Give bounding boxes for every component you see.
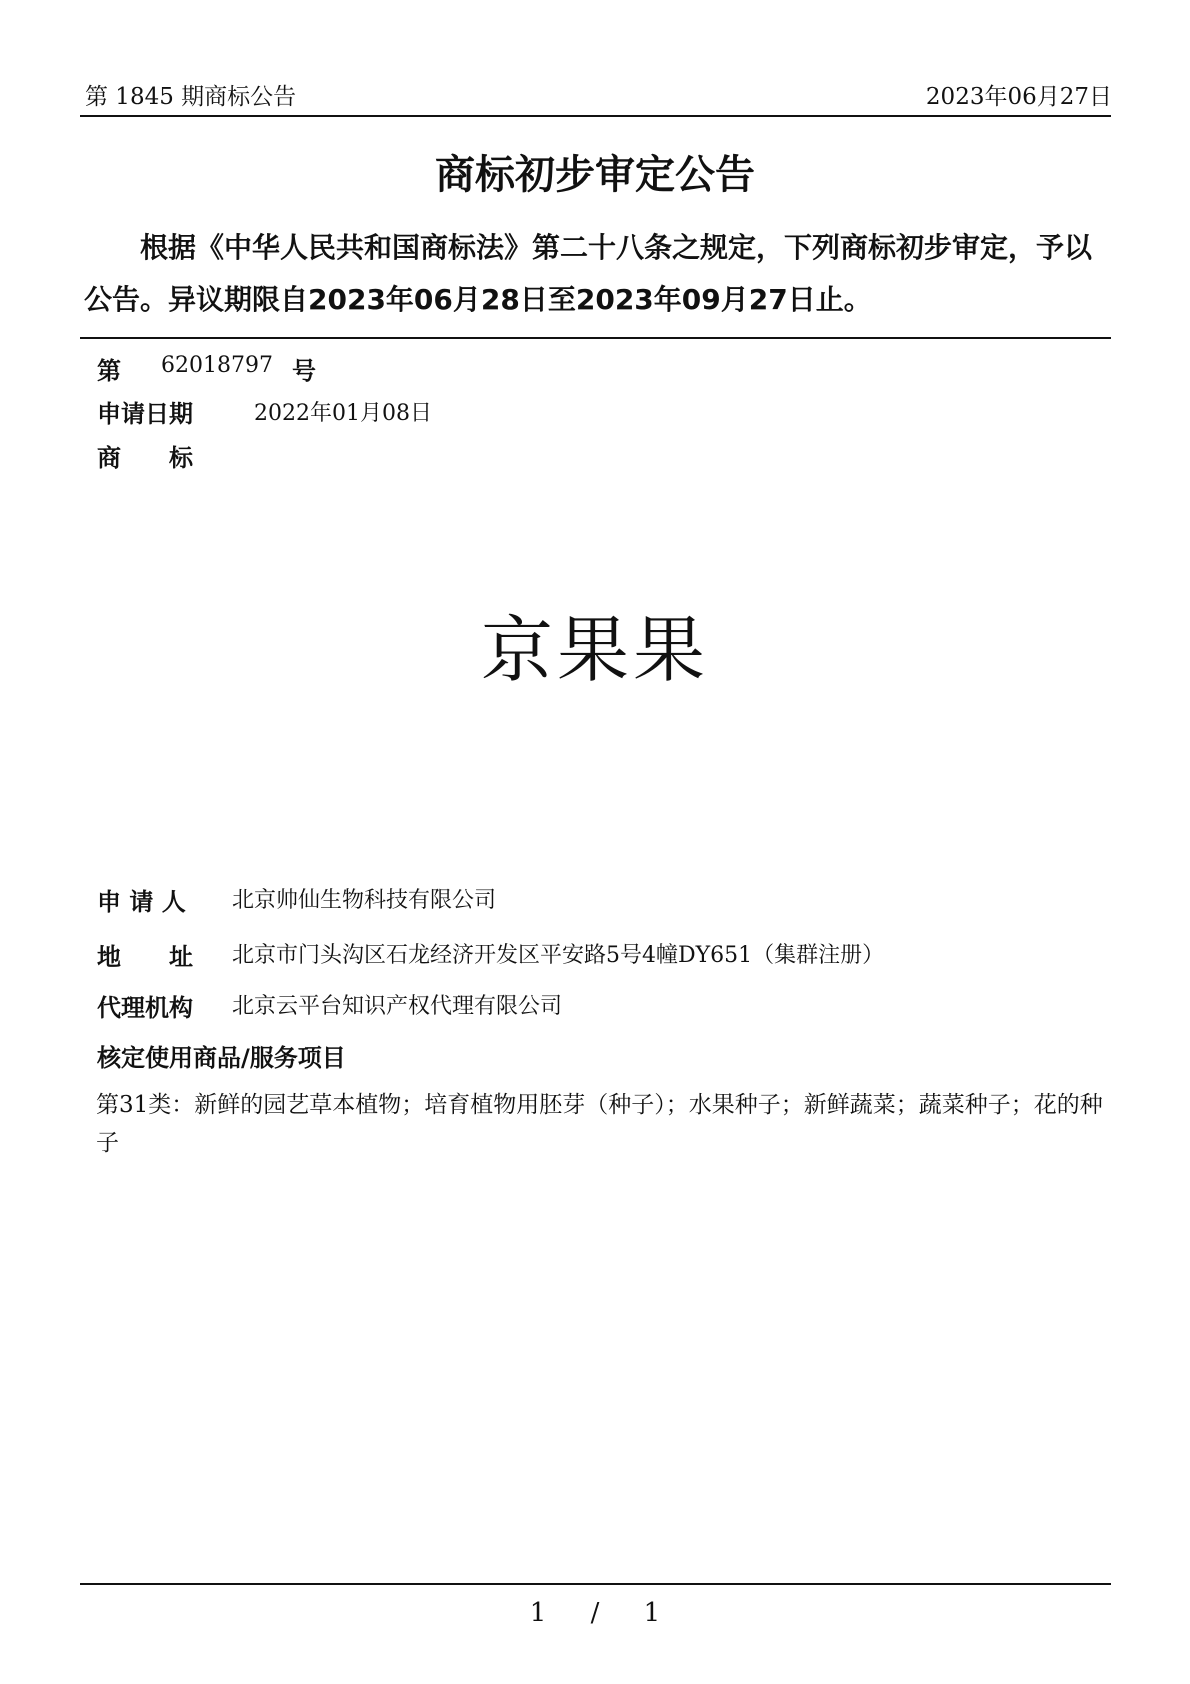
page-title: 商标初步审定公告 <box>435 152 755 198</box>
goods-services-list: 第31类：新鲜的园艺草本植物；培育植物用胚芽（种子）；水果种子；新鲜蔬菜；蔬菜种子；花的种子 <box>96 1092 1103 1156</box>
registration-number: 62018797 <box>161 353 273 378</box>
announcement-intro: 根据《中华人民共和国商标法》第二十八条之规定，下列商标初步审定，予以公告。异议期限自2023年06月28日至2023年09月27日止。 <box>84 231 1093 316</box>
issue-number: 第 1845 期商标公告 <box>85 84 297 110</box>
number-prefix: 第 <box>97 357 121 385</box>
application-date: 2022年01月08日 <box>254 401 432 426</box>
page-separator: / <box>590 1598 600 1628</box>
trademark-label: 商 标 <box>97 444 193 472</box>
header-divider <box>80 115 1111 117</box>
publication-date: 2023年06月27日 <box>925 84 1112 110</box>
applicant-address: 北京市门头沟区石龙经济开发区平安路5号4幢DY651（集群注册） <box>232 943 885 968</box>
number-suffix: 号 <box>292 357 316 385</box>
footer-divider <box>80 1583 1111 1585</box>
applicant-label: 申 请 人 <box>97 888 186 916</box>
application-date-label: 申请日期 <box>97 400 193 428</box>
applicant-name: 北京帅仙生物科技有限公司 <box>232 888 497 913</box>
address-label: 地 址 <box>97 943 193 971</box>
current-page: 1 <box>529 1598 547 1628</box>
trademark-image: 京果果 <box>480 608 709 692</box>
total-pages: 1 <box>643 1598 661 1628</box>
agent-name: 北京云平台知识产权代理有限公司 <box>232 994 563 1019</box>
goods-services-label: 核定使用商品/服务项目 <box>97 1044 346 1072</box>
page-indicator <box>0 1598 1190 1628</box>
agent-label: 代理机构 <box>97 994 193 1022</box>
section-divider <box>80 337 1111 339</box>
